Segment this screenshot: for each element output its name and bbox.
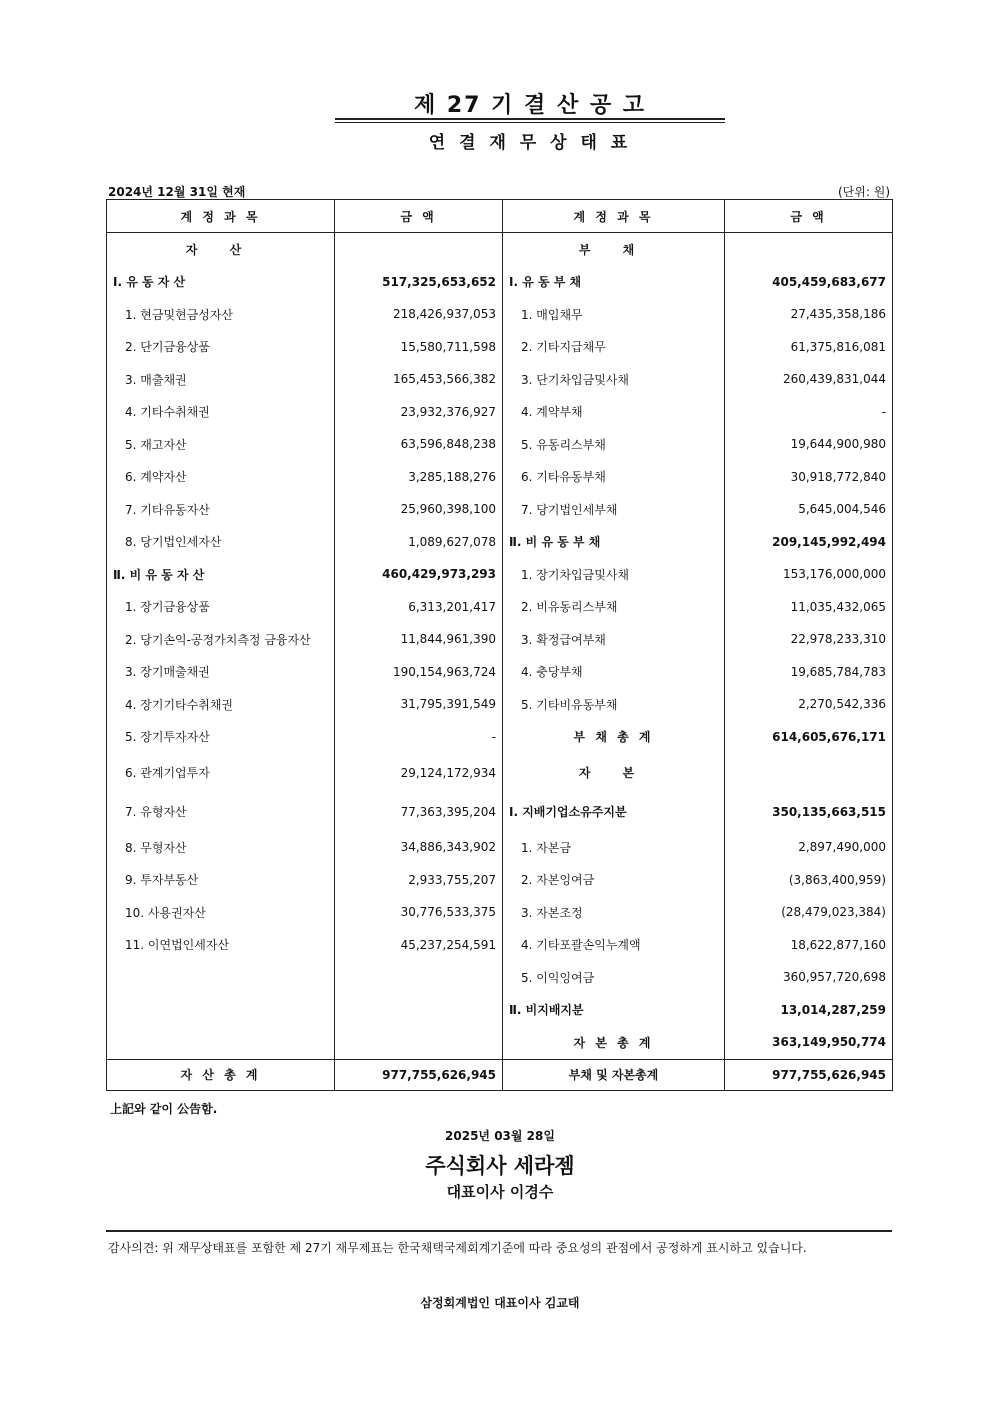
- liability-equity-amount: 19,644,900,980: [725, 428, 893, 461]
- liability-equity-account: 1. 자본금: [503, 831, 725, 864]
- asset-amount: 29,124,172,934: [335, 753, 503, 792]
- table-row: [107, 831, 893, 864]
- table-row: [107, 929, 893, 962]
- liability-equity-account: 자 본: [503, 753, 725, 792]
- asset-amount: -: [335, 721, 503, 754]
- asset-amount: 460,429,973,293: [335, 558, 503, 591]
- table-row: [107, 721, 893, 754]
- liability-equity-account: 2. 기타지급채무: [503, 331, 725, 364]
- liability-equity-account: Ⅱ. 비 유 동 부 채: [503, 526, 725, 559]
- liability-equity-account: Ⅰ. 지배기업소유주지분: [503, 792, 725, 831]
- asset-amount: 30,776,533,375: [335, 896, 503, 929]
- asset-amount: 6,313,201,417: [335, 591, 503, 624]
- liability-equity-account: 6. 기타유동부채: [503, 461, 725, 494]
- table-row: [107, 792, 893, 831]
- asset-account: 8. 당기법인세자산: [107, 526, 335, 559]
- header-amount-left: 금 액: [335, 200, 503, 233]
- liability-equity-amount: 2,897,490,000: [725, 831, 893, 864]
- asset-amount: 45,237,254,591: [335, 929, 503, 962]
- liability-equity-account: 4. 계약부채: [503, 396, 725, 429]
- company-name: 주식회사 세라젬: [425, 1154, 575, 1178]
- liability-equity-account: 5. 이익잉여금: [503, 961, 725, 994]
- table-row: [107, 1026, 893, 1059]
- liability-equity-amount: 30,918,772,840: [725, 461, 893, 494]
- asset-amount: 77,363,395,204: [335, 792, 503, 831]
- asset-account: 5. 재고자산: [107, 428, 335, 461]
- table-row: [107, 623, 893, 656]
- asset-account: 3. 장기매출채권: [107, 656, 335, 689]
- table-header-row: [107, 200, 893, 233]
- asset-amount: 218,426,937,053: [335, 298, 503, 331]
- liability-equity-amount: [725, 753, 893, 792]
- liability-equity-account: 5. 기타비유동부채: [503, 688, 725, 721]
- asset-amount: 34,886,343,902: [335, 831, 503, 864]
- asset-account: [107, 1026, 335, 1059]
- asset-amount: 31,795,391,549: [335, 688, 503, 721]
- liability-equity-amount: 153,176,000,000: [725, 558, 893, 591]
- table-row: [107, 753, 893, 792]
- asset-account: 8. 무형자산: [107, 831, 335, 864]
- liability-equity-account: 2. 자본잉여금: [503, 864, 725, 897]
- announcement-date: 2025년 03월 28일: [445, 1129, 555, 1143]
- liability-equity-account: 4. 기타포괄손익누계액: [503, 929, 725, 962]
- ceo-name: 대표이사 이경수: [446, 1183, 554, 1201]
- liability-equity-amount: 5,645,004,546: [725, 493, 893, 526]
- asset-amount: 23,932,376,927: [335, 396, 503, 429]
- table-row: [107, 896, 893, 929]
- asset-amount: 25,960,398,100: [335, 493, 503, 526]
- asset-account: 5. 장기투자자산: [107, 721, 335, 754]
- total-liab-equity-amount: 977,755,626,945: [725, 1059, 893, 1090]
- liability-equity-account: 3. 단기차입금및사채: [503, 363, 725, 396]
- liability-equity-amount: 360,957,720,698: [725, 961, 893, 994]
- asset-account: Ⅱ. 비 유 동 자 산: [107, 558, 335, 591]
- asset-account: 2. 단기금융상품: [107, 331, 335, 364]
- liability-equity-account: 3. 확정급여부채: [503, 623, 725, 656]
- asset-account: 11. 이연법인세자산: [107, 929, 335, 962]
- asset-amount: 11,844,961,390: [335, 623, 503, 656]
- unit-label: (단위: 원): [838, 185, 890, 199]
- liability-equity-account: 자 본 총 계: [503, 1026, 725, 1059]
- liability-equity-account: 1. 장기차입금및사채: [503, 558, 725, 591]
- audit-opinion: 감사의견: 위 재무상태표를 포함한 제 27기 재무제표는 한국채택국제회계기준에 따라 중요성의 관점에서 공정하게 표시하고 있습니다.: [108, 1241, 807, 1255]
- liability-equity-amount: 22,978,233,310: [725, 623, 893, 656]
- header-amount-right: 금 액: [725, 200, 893, 233]
- table-row: [107, 396, 893, 429]
- liability-equity-account: 7. 당기법인세부채: [503, 493, 725, 526]
- table-row: [107, 864, 893, 897]
- asset-account: 7. 기타유동자산: [107, 493, 335, 526]
- asset-amount: 165,453,566,382: [335, 363, 503, 396]
- page-title: 제 27 기 결 산 공 고: [413, 93, 647, 118]
- table-row: [107, 493, 893, 526]
- asset-amount: 63,596,848,238: [335, 428, 503, 461]
- asset-account: 10. 사용권자산: [107, 896, 335, 929]
- asset-amount: [335, 961, 503, 994]
- asset-amount: 517,325,653,652: [335, 266, 503, 299]
- total-assets-amount: 977,755,626,945: [335, 1059, 503, 1090]
- liability-equity-amount: (3,863,400,959): [725, 864, 893, 897]
- liability-equity-amount: 260,439,831,044: [725, 363, 893, 396]
- liability-equity-account: 1. 매입채무: [503, 298, 725, 331]
- table-row: [107, 363, 893, 396]
- asset-amount: 15,580,711,598: [335, 331, 503, 364]
- table-row: [107, 558, 893, 591]
- liability-equity-amount: 27,435,358,186: [725, 298, 893, 331]
- liability-equity-amount: 350,135,663,515: [725, 792, 893, 831]
- asset-account: 4. 장기기타수취채권: [107, 688, 335, 721]
- table-row: [107, 688, 893, 721]
- asset-account: 3. 매출채권: [107, 363, 335, 396]
- total-liab-equity-label: 부채 및 자본총계: [503, 1059, 725, 1090]
- asset-account: 7. 유형자산: [107, 792, 335, 831]
- asset-amount: 1,089,627,078: [335, 526, 503, 559]
- table-row: [107, 298, 893, 331]
- asset-account: Ⅰ. 유 동 자 산: [107, 266, 335, 299]
- liability-equity-account: Ⅱ. 비지배지분: [503, 994, 725, 1027]
- asset-amount: [335, 994, 503, 1027]
- asset-account: 1. 현금및현금성자산: [107, 298, 335, 331]
- asset-account: 1. 장기금융상품: [107, 591, 335, 624]
- asset-amount: 3,285,188,276: [335, 461, 503, 494]
- asset-account: 6. 계약자산: [107, 461, 335, 494]
- page-subtitle: 연 결 재 무 상 태 표: [428, 133, 632, 153]
- asset-account: [107, 961, 335, 994]
- announcement-note: 上記와 같이 公告함.: [110, 1102, 218, 1116]
- asset-account: 4. 기타수취채권: [107, 396, 335, 429]
- table-row: [107, 961, 893, 994]
- table-row: [107, 526, 893, 559]
- table-row: [107, 994, 893, 1027]
- assets-heading: 자 산: [107, 233, 335, 266]
- total-row: [107, 1059, 893, 1090]
- report-date: 2024년 12월 31일 현재: [108, 185, 246, 199]
- asset-account: 9. 투자부동산: [107, 864, 335, 897]
- asset-amount: [335, 1026, 503, 1059]
- header-account-right: 계 정 과 목: [503, 200, 725, 233]
- liability-equity-amount: (28,479,023,384): [725, 896, 893, 929]
- footer-divider: [106, 1230, 892, 1232]
- liabilities-heading: 부 채: [503, 233, 725, 266]
- table-row: [107, 331, 893, 364]
- liability-equity-amount: 209,145,992,494: [725, 526, 893, 559]
- asset-account: 6. 관계기업투자: [107, 753, 335, 792]
- asset-account: 2. 당기손익-공정가치측정 금융자산: [107, 623, 335, 656]
- table-row: [107, 428, 893, 461]
- liability-equity-amount: 363,149,950,774: [725, 1026, 893, 1059]
- title-underline: [335, 118, 725, 123]
- liability-equity-account: Ⅰ. 유 동 부 채: [503, 266, 725, 299]
- liability-equity-amount: 405,459,683,677: [725, 266, 893, 299]
- liability-equity-amount: 13,014,287,259: [725, 994, 893, 1027]
- liability-equity-account: 5. 유동리스부채: [503, 428, 725, 461]
- liability-equity-account: 2. 비유동리스부채: [503, 591, 725, 624]
- liability-equity-amount: 614,605,676,171: [725, 721, 893, 754]
- asset-amount: 2,933,755,207: [335, 864, 503, 897]
- liability-equity-account: 4. 충당부채: [503, 656, 725, 689]
- section-heading-row: [107, 233, 893, 266]
- table-row: [107, 656, 893, 689]
- table-row: [107, 461, 893, 494]
- liability-equity-amount: -: [725, 396, 893, 429]
- liability-equity-amount: 61,375,816,081: [725, 331, 893, 364]
- asset-account: [107, 994, 335, 1027]
- header-account-left: 계 정 과 목: [107, 200, 335, 233]
- liability-equity-account: 부 채 총 계: [503, 721, 725, 754]
- total-assets-label: 자 산 총 계: [107, 1059, 335, 1090]
- auditor-name: 삼정회계법인 대표이사 김교태: [420, 1296, 580, 1310]
- liability-equity-amount: 11,035,432,065: [725, 591, 893, 624]
- liability-equity-account: 3. 자본조정: [503, 896, 725, 929]
- liability-equity-amount: 18,622,877,160: [725, 929, 893, 962]
- liability-equity-amount: 19,685,784,783: [725, 656, 893, 689]
- table-row: [107, 266, 893, 299]
- liability-equity-amount: 2,270,542,336: [725, 688, 893, 721]
- asset-amount: 190,154,963,724: [335, 656, 503, 689]
- table-body: [107, 266, 893, 1060]
- balance-sheet-table: [106, 199, 893, 1091]
- table-row: [107, 591, 893, 624]
